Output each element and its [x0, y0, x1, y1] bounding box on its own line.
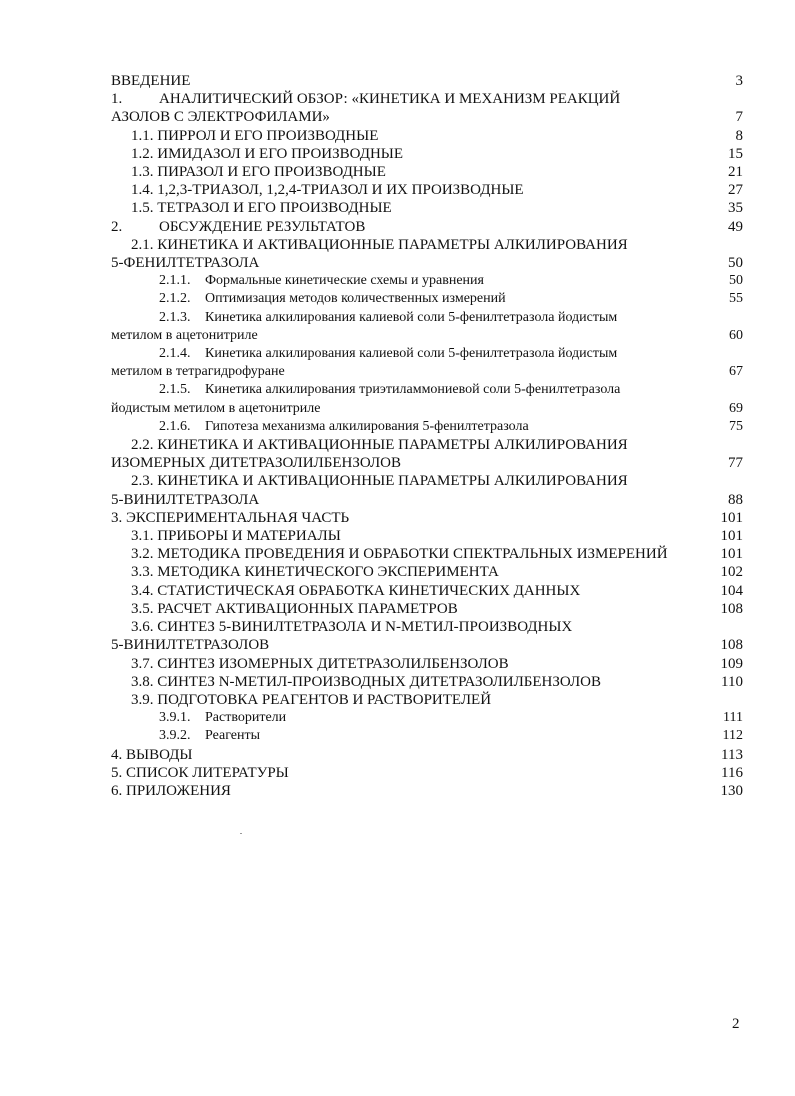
toc-entry — [111, 727, 743, 745]
toc-entry-number: 3.9.2. — [159, 728, 191, 744]
toc-entry — [111, 709, 743, 727]
toc-entry-page: 102 — [720, 564, 743, 581]
toc-entry-page: 35 — [728, 200, 743, 217]
toc-entry-text: 1.2. ИМИДАЗОЛ И ЕГО ПРОИЗВОДНЫЕ — [131, 145, 404, 162]
toc-entry-page: 101 — [720, 528, 743, 545]
toc-entry-page: 21 — [728, 164, 743, 181]
toc-entry-continuation: метилом в тетрагидрофуране — [111, 364, 285, 380]
toc-entry-title — [111, 509, 719, 527]
toc-entry-number: 3.9.1. — [159, 710, 191, 726]
toc-entry-page: 75 — [729, 418, 743, 434]
toc-entry-title — [159, 727, 719, 745]
toc-entry-title — [159, 290, 719, 308]
toc-entry-title — [131, 600, 719, 618]
toc-entry-text: 2.3. КИНЕТИКА И АКТИВАЦИОННЫЕ ПАРАМЕТРЫ АЛКИЛИРОВАНИЯ — [131, 473, 628, 490]
toc-entry-text: 3.4. СТАТИСТИЧЕСКАЯ ОБРАБОТКА КИНЕТИЧЕСКИХ ДАННЫХ — [131, 582, 581, 599]
toc-entry-continuation: метилом в ацетонитриле — [111, 327, 258, 343]
toc-entry-text: 5. СПИСОК ЛИТЕРАТУРЫ — [111, 764, 289, 781]
toc-entry — [111, 72, 743, 90]
toc-entry-continuation: 5-ВИНИЛТЕТРАЗОЛА — [111, 491, 260, 508]
toc-entry-continuation: 5-ФЕНИЛТЕТРАЗОЛА — [111, 255, 260, 272]
toc-entry-text: АНАЛИТИЧЕСКИЙ ОБЗОР: «КИНЕТИКА И МЕХАНИЗМ РЕАКЦИЙ — [159, 91, 621, 108]
toc-entry-text: ОБСУЖДЕНИЕ РЕЗУЛЬТАТОВ — [159, 218, 366, 235]
toc-entry-text: 3.8. СИНТЕЗ N-МЕТИЛ-ПРОИЗВОДНЫХ ДИТЕТРАЗОЛИЛБЕНЗОЛОВ — [131, 673, 601, 690]
toc-entry-title — [131, 236, 743, 254]
toc-entry — [111, 746, 743, 764]
toc-entry-number: 2. — [111, 218, 123, 235]
toc-entry-page: 50 — [728, 255, 743, 272]
toc-entry-text: 3. ЭКСПЕРИМЕНТАЛЬНАЯ ЧАСТЬ — [111, 509, 350, 526]
toc-entry-title — [131, 582, 719, 600]
toc-entry-page: 111 — [723, 710, 743, 726]
toc-entry-title — [131, 618, 743, 636]
toc-entry — [111, 509, 743, 527]
toc-entry — [111, 600, 743, 618]
toc-entry-title — [131, 545, 719, 563]
toc-entry — [111, 527, 743, 545]
toc-entry-text: 3.7. СИНТЕЗ ИЗОМЕРНЫХ ДИТЕТРАЗОЛИЛБЕНЗОЛОВ — [131, 655, 509, 672]
toc-entry-title — [131, 673, 719, 691]
toc-entry — [111, 563, 743, 581]
toc-entry-text: 1.5. ТЕТРАЗОЛ И ЕГО ПРОИЗВОДНЫЕ — [131, 200, 392, 217]
toc-entry-text: Кинетика алкилирования калиевой соли 5-фенилтетразола йодистым — [205, 309, 618, 325]
toc-entry-title — [131, 145, 719, 163]
toc-entry-page: 130 — [720, 782, 743, 799]
toc-entry-number: 1. — [111, 91, 123, 108]
toc-entry — [111, 691, 743, 709]
toc-entry-title — [159, 418, 719, 436]
toc-entry-text: 3.9. ПОДГОТОВКА РЕАГЕНТОВ И РАСТВОРИТЕЛЕЙ — [131, 691, 492, 708]
toc-entry-title — [131, 127, 719, 145]
toc-entry-continuation: АЗОЛОВ С ЭЛЕКТРОФИЛАМИ» — [111, 109, 330, 126]
toc-entry-text: 1.4. 1,2,3-ТРИАЗОЛ, 1,2,4-ТРИАЗОЛ И ИХ ПРОИЗВОДНЫЕ — [131, 182, 524, 199]
toc-entry-title — [131, 527, 719, 545]
toc-entry — [111, 418, 743, 436]
toc-entry — [111, 127, 743, 145]
toc-entry-page: 77 — [728, 455, 743, 472]
toc-entry-number: 2.1.5. — [159, 382, 191, 398]
toc-entry-page: 101 — [720, 546, 743, 563]
toc-entry-page: 108 — [720, 637, 743, 654]
toc-entry-continuation: 5-ВИНИЛТЕТРАЗОЛОВ — [111, 637, 270, 654]
toc-entry — [111, 163, 743, 181]
toc-entry-title — [131, 563, 719, 581]
toc-entry-page: 55 — [729, 291, 743, 307]
toc-entry-title — [111, 764, 719, 782]
toc-entry-title — [159, 272, 719, 290]
toc-entry-page: 67 — [729, 364, 743, 380]
toc-entry-title — [111, 218, 719, 236]
toc-entry-page: 101 — [720, 509, 743, 526]
toc-entry-text: Кинетика алкилирования триэтиламмониевой соли 5-фенилтетразола — [205, 382, 621, 398]
toc-entry-title — [131, 655, 719, 673]
toc-entry-text: 3.3. МЕТОДИКА КИНЕТИЧЕСКОГО ЭКСПЕРИМЕНТА — [131, 564, 499, 581]
toc-entry-page: 7 — [735, 109, 743, 126]
toc-entry — [111, 764, 743, 782]
toc-entry-title — [111, 72, 719, 90]
table-of-contents — [111, 72, 743, 800]
toc-entry-title — [111, 90, 743, 108]
toc-entry-number: 2.1.6. — [159, 418, 191, 434]
toc-entry — [111, 309, 743, 345]
toc-entry-number: 2.1.1. — [159, 273, 191, 289]
toc-entry-text: ВВЕДЕНИЕ — [111, 73, 191, 89]
toc-entry-number: 2.1.3. — [159, 309, 191, 325]
toc-entry-title — [131, 472, 743, 490]
toc-entry-text: 1.1. ПИРРОЛ И ЕГО ПРОИЗВОДНЫЕ — [131, 127, 379, 144]
toc-entry-text: Реагенты — [205, 728, 260, 744]
toc-entry-page: 60 — [729, 327, 743, 343]
toc-entry-text: 3.5. РАСЧЕТ АКТИВАЦИОННЫХ ПАРАМЕТРОВ — [131, 600, 458, 617]
toc-entry-text: 2.2. КИНЕТИКА И АКТИВАЦИОННЫЕ ПАРАМЕТРЫ АЛКИЛИРОВАНИЯ — [131, 437, 628, 454]
toc-entry-page: 116 — [721, 764, 743, 781]
toc-entry-text: 3.1. ПРИБОРЫ И МАТЕРИАЛЫ — [131, 528, 341, 545]
toc-entry — [111, 145, 743, 163]
toc-entry-text: 2.1. КИНЕТИКА И АКТИВАЦИОННЫЕ ПАРАМЕТРЫ АЛКИЛИРОВАНИЯ — [131, 236, 628, 253]
toc-entry-title — [159, 381, 743, 399]
page-number: 2 — [732, 1016, 740, 1032]
toc-entry-continuation: йодистым метилом в ацетонитриле — [111, 400, 321, 416]
toc-entry — [111, 381, 743, 417]
toc-entry-page: 69 — [729, 400, 743, 416]
toc-entry — [111, 472, 743, 508]
toc-entry-text: 3.6. СИНТЕЗ 5-ВИНИЛТЕТРАЗОЛА И N-МЕТИЛ-ПРОИЗВОДНЫХ — [131, 619, 573, 636]
toc-entry-title — [131, 181, 719, 199]
toc-entry-page: 108 — [720, 600, 743, 617]
toc-entry-continuation: ИЗОМЕРНЫХ ДИТЕТРАЗОЛИЛБЕНЗОЛОВ — [111, 455, 401, 472]
toc-entry — [111, 272, 743, 290]
toc-entry-page: 109 — [720, 655, 743, 672]
toc-entry-page: 15 — [728, 145, 743, 162]
toc-entry-text: 3.2. МЕТОДИКА ПРОВЕДЕНИЯ И ОБРАБОТКИ СПЕКТРАЛЬНЫХ ИЗМЕРЕНИЙ — [131, 546, 668, 563]
toc-entry — [111, 582, 743, 600]
toc-entry-page: 8 — [735, 127, 743, 144]
toc-entry — [111, 290, 743, 308]
toc-entry — [111, 618, 743, 654]
toc-entry — [111, 90, 743, 126]
toc-entry-text: Кинетика алкилирования калиевой соли 5-фенилтетразола йодистым — [205, 346, 618, 362]
toc-entry-title — [111, 782, 719, 800]
toc-entry-text: Оптимизация методов количественных измерений — [205, 291, 506, 307]
toc-entry-page: 110 — [721, 673, 743, 690]
toc-entry — [111, 673, 743, 691]
toc-entry — [111, 218, 743, 236]
toc-entry — [111, 655, 743, 673]
toc-entry — [111, 236, 743, 272]
toc-entry-text: 1.3. ПИРАЗОЛ И ЕГО ПРОИЗВОДНЫЕ — [131, 164, 386, 181]
toc-entry-text: Растворители — [205, 710, 287, 726]
toc-entry-title — [111, 746, 719, 764]
toc-entry-title — [159, 709, 719, 727]
toc-entry-page: 27 — [728, 182, 743, 199]
toc-entry-text: Формальные кинетические схемы и уравнения — [205, 273, 484, 289]
toc-entry — [111, 181, 743, 199]
scan-speck — [240, 833, 242, 834]
toc-entry-page: 88 — [728, 491, 743, 508]
toc-entry-page: 50 — [729, 273, 743, 289]
toc-entry-number: 2.1.2. — [159, 291, 191, 307]
toc-entry-title — [159, 345, 743, 363]
toc-entry-text: Гипотеза механизма алкилирования 5-фенилтетразола — [205, 418, 529, 434]
toc-entry — [111, 345, 743, 381]
toc-entry-title — [131, 436, 743, 454]
toc-entry-text: 4. ВЫВОДЫ — [111, 746, 193, 763]
toc-entry — [111, 545, 743, 563]
toc-entry-page: 112 — [722, 728, 743, 744]
toc-entry — [111, 199, 743, 217]
toc-entry-title — [131, 691, 719, 709]
toc-entry-title — [131, 163, 719, 181]
toc-entry — [111, 782, 743, 800]
toc-entry — [111, 436, 743, 472]
toc-entry-page: 3 — [735, 73, 743, 89]
toc-entry-page: 49 — [728, 218, 743, 235]
toc-entry-title — [159, 309, 743, 327]
toc-entry-number: 2.1.4. — [159, 346, 191, 362]
toc-entry-title — [131, 199, 719, 217]
toc-entry-page: 104 — [720, 582, 743, 599]
toc-entry-text: 6. ПРИЛОЖЕНИЯ — [111, 782, 231, 799]
toc-entry-page: 113 — [721, 746, 743, 763]
